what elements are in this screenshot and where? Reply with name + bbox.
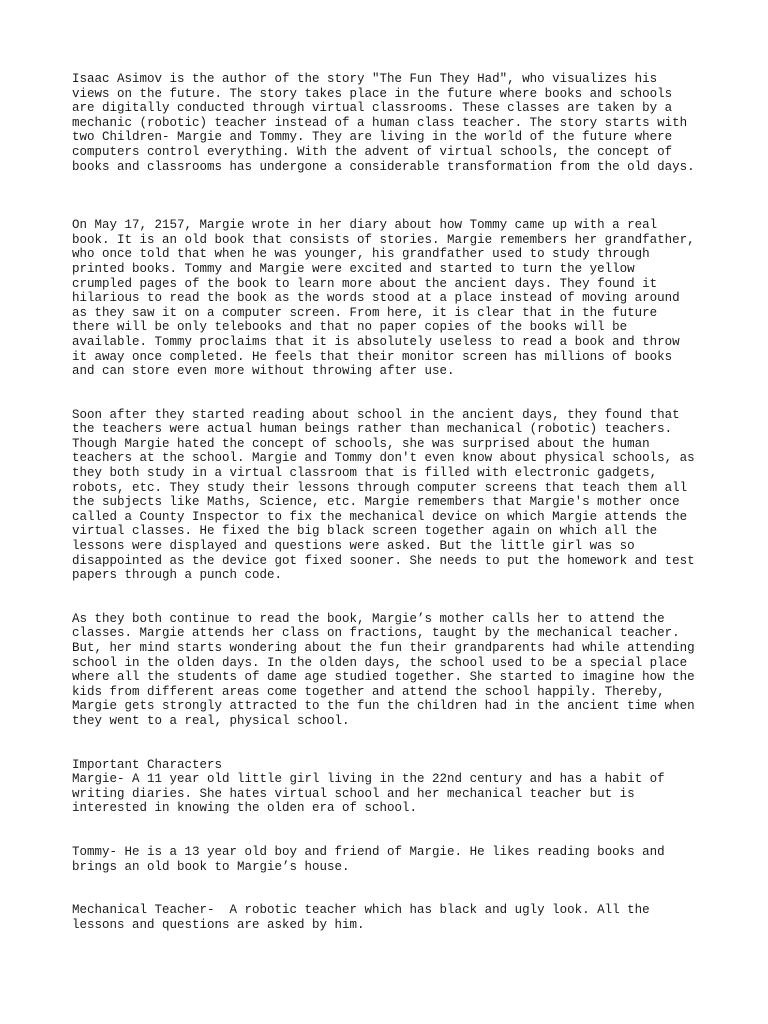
document-page: [72, 72, 712, 932]
paragraph-intro: Isaac Asimov is the author of the story "The Fun They Had", who visualizes his views on the future. The story takes place in the future where books and schools are digitally conducted through virtual classrooms. These classes are taken by a mechanic (robotic) teacher instead of a human class teacher. The story starts with two Children- Margie and Tommy. They are living in the world of the future where computers control everything. With the advent of virtual schools, the concept of books and classrooms has undergone a considerable transformation from the old days.: [72, 72, 695, 174]
paragraph-school: Soon after they started reading about school in the ancient days, they found that the teachers were actual human beings rather than mechanical (robotic) teachers. Though Margie hated the concept of schools, she was surprised about the human teachers at the school. Margie and Tommy don't even know about physical schools, as they both study in a virtual classroom that is filled with electronic gadgets, robots, etc. They study their lessons through computer screens that teach them all the subjects like Maths, Science, etc. Margie remembers that Margie's mother once called a County Inspector to fix the mechanical device on which Margie attends the virtual classes. He fixed the big black screen together again on which all the lessons were displayed and questions were asked. But the little girl was so disappointed as the device got fixed sooner. She needs to put the homework and test papers through a punch code.: [72, 407, 695, 583]
paragraph-characters-margie: Important Characters Margie- A 11 year old little girl living in the 22nd century and has a habit of writing diaries. She hates virtual school and her mechanical teacher but is interested in knowing the olden era of school.: [72, 757, 665, 816]
paragraph-class: As they both continue to read the book, Margie’s mother calls her to attend the classes. Margie attends her class on fractions, taught by the mechanical teacher. But, her mind starts wondering about the fun their grandparents had while attending school in the olden days. In the olden days, the school used to be a special place where all the students of dame age studied together. She started to imagine how the kids from different areas come together and attend the school happily. Thereby, Margie gets strongly attracted to the fun the children had in the ancient time when they went to a real, physical school.: [72, 611, 695, 728]
paragraph-character-tommy: Tommy- He is a 13 year old boy and friend of Margie. He likes reading books and brings an old book to Margie’s house.: [72, 844, 665, 874]
paragraph-character-teacher: Mechanical Teacher- A robotic teacher which has black and ugly look. All the lessons and questions are asked by him.: [72, 903, 650, 932]
paragraph-diary: On May 17, 2157, Margie wrote in her diary about how Tommy came up with a real book. It is an old book that consists of stories. Margie remembers her grandfather, who once told that when he was younger, his grandfather used to study through printed books. Tommy and Margie were excited and started to turn the yellow crumpled pages of the book to learn more about the ancient days. They found it hilarious to read the book as the words stood at a place instead of moving around as they saw it on a computer screen. From here, it is clear that in the future there will be only telebooks and that no paper copies of the books will be available. Tommy proclaims that it is absolutely useless to read a book and throw it away once completed. He feels that their monitor screen has millions of books and can store even more without throwing after use.: [72, 218, 695, 379]
